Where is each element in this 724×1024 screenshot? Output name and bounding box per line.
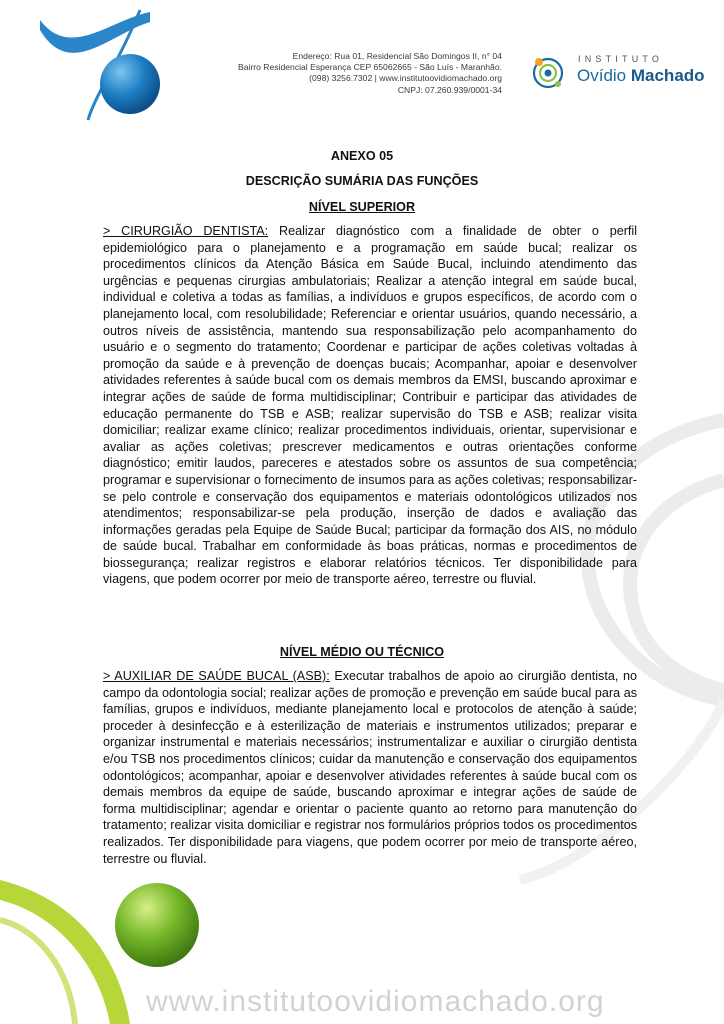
- footer-url: www.institutoovidiomachado.org: [146, 985, 605, 1018]
- role-description: [103, 223, 637, 588]
- logo-name-bold: Machado: [630, 66, 705, 85]
- document-title: DESCRIÇÃO SUMÁRIA DAS FUNÇÕES: [245, 174, 479, 188]
- logo-mark-icon: [530, 50, 576, 96]
- blue-ball-shape: [100, 54, 160, 114]
- role-description: [103, 668, 637, 867]
- annex-title: ANEXO 05: [330, 149, 394, 163]
- address-line: Bairro Residencial Esperança CEP 65062665 - São Luís - Maranhão.: [237, 62, 502, 73]
- logo-name-regular: Ovídio: [577, 66, 631, 85]
- section-heading: NÍVEL SUPERIOR: [308, 200, 416, 214]
- address-line: Endereço: Rua 01, Residencial São Domingos II, n° 04: [292, 51, 502, 61]
- blue-arc-shape: [40, 12, 150, 53]
- green-arc-shape: [0, 880, 130, 1024]
- role-title: > CIRURGIÃO DENTISTA:: [103, 224, 269, 238]
- address-line: CNPJ: 07.260.939/0001-34: [397, 84, 502, 95]
- section-heading: NÍVEL MÉDIO OU TÉCNICO: [279, 645, 445, 659]
- role-title: > AUXILIAR DE SAÚDE BUCAL (ASB):: [103, 669, 330, 683]
- role-text: Realizar diagnóstico com a finalidade de obter o perfil epidemiológico para o planejamento e a programação em saúde bucal; realizar os procedimentos clínicos da Atenção Básica em Saúde Bucal, incluindo atendimento das urgências e pequenas cirurgias ambulatoriais; Realizar a atenção integral em saúde bucal, individual e coletiva a todas as famílias, a indivíduos e grupos específicos, de acordo com o planejamento local, com resolubilidade; Referenciar e orientar usuários, quando necessário, a outros níveis de assistência, mantendo sua responsabilização pelo acompanhamento do usuário e o segmento do tratamento; Coordenar e participar de ações coletivas voltadas à promoção da saúde e à prevenção de doenças bucais; Acompanhar, apoiar e desenvolver atividades referentes à saúde bucal com os demais membros da EMSI, buscando aproximar e integrar ações de saúde de forma multidisciplinar; Contribuir e participar das atividades de educação permanente do TSB e ASB; realizar supervisão do TSB e ASB; realizar visita domiciliar; realizar exame clínico; realizar procedimentos individuais, orientar, supervisionar e avaliar as ações coletivas; prescrever medicamentos e outras orientações conforme diagnóstico; emitir laudos, pareceres e atestados sobre os assuntos de sua competência; programar e supervisionar o fornecimento de insumos para as ações coletivas; responsabilizar-se pelo controle e conservação dos equipamentos e materiais odontológicos utilizados nos atendimentos; responsabilizar-se pela produção, inserção de dados e avaliação das informações geradas pela Equipe de Saúde Bucal; participar da formação dos AIS, no módulo de saúde bucal. Trabalhar em conformidade às boas práticas, normas e procedimentos de biossegurança; realizar registros e elaborar relatórios técnicos. Ter disponibilidade para viagens, que podem ocorrer por meio de transporte aéreo, terrestre ou fluvial.: [103, 224, 638, 587]
- logo-top-text: INSTITUTO: [578, 54, 664, 64]
- institute-logo: [530, 50, 710, 96]
- header-address: [190, 51, 502, 96]
- address-line: (098) 3256.7302 | www.institutoovidiomachado.org: [309, 73, 502, 84]
- green-ball-shape: [115, 883, 199, 967]
- logo-name: [577, 66, 705, 86]
- role-text: Executar trabalhos de apoio ao cirurgião dentista, no campo da odontologia social; realizar ações de promoção e prevenção em saúde bucal para as famílias, grupos e indivíduos, mediante planejamento local e protocolos de atenção à saúde; proceder à desinfecção e à esterilização de materiais e instrumentos utilizados; preparar e organizar instrumental e materiais necessários; instrumentalizar e auxiliar o cirurgião dentista e/ou TSB nos procedimentos clínicos; cuidar da manutenção e conservação dos equipamentos odontológicos; acompanhar, apoiar e desenvolver atividades referentes à saúde bucal com os demais membros da equipe de saúde, buscando aproximar e integrar ações de saúde de forma multidisciplinar; agendar e orientar o paciente quanto ao retorno para manutenção do tratamento; realizar visita domiciliar e registrar nos formulários próprios todos os procedimentos realizados. Ter disponibilidade para viagens, que podem ocorrer por meio de transporte aéreo, terrestre ou fluvial.: [103, 669, 637, 866]
